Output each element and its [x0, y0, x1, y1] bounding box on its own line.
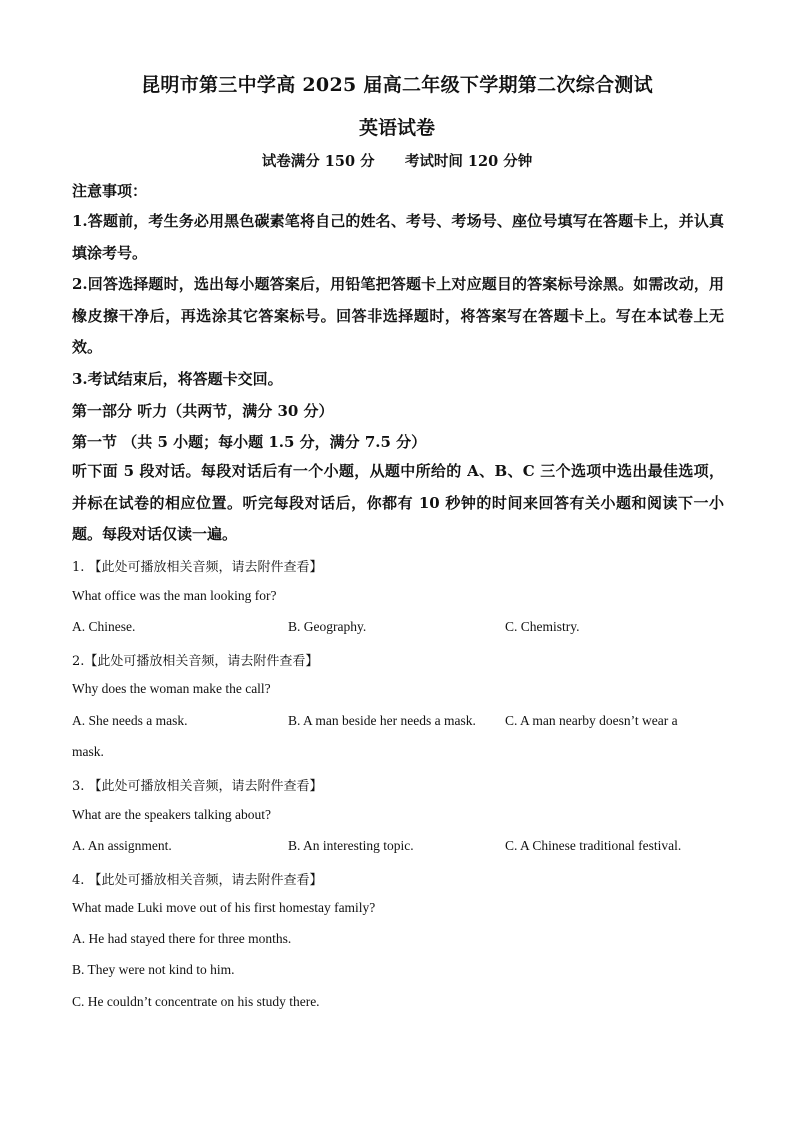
section1-heading: 第一节 （共 5 小题；每小题 1.5 分，满分 7.5 分） [72, 433, 427, 451]
question-1-stem: What office was the man looking for? [72, 588, 277, 603]
question-3-stem: What are the speakers talking about? [72, 807, 272, 822]
listening-instructions: 听下面 5 段对话。每段对话后有一个小题，从题中所给的 A、B、C 三个选项中选出最佳选项，并标在试卷的相应位置。听完每段对话后，你都有 10 秒钟的时间来回答有关小题和阅读下一小题。每段对话仅读一遍。 [72, 462, 724, 543]
question-3-option-a: A. An assignment. [72, 838, 172, 853]
question-2-option-a: A. She needs a mask. [72, 713, 188, 728]
question-1-option-b: B. Geography. [288, 619, 367, 634]
notes-item-2: 2.回答选择题时，选出每小题答案后，用铅笔把答题卡上对应题目的答案标号涂黑。如需改动，用橡皮擦干净后，再选涂其它答案标号。回答非选择题时，将答案写在答题卡上。写在本试卷上无效。 [72, 275, 724, 356]
question-2-option-b: B. A man beside her needs a mask. [288, 713, 476, 728]
exam-meta: 试卷满分 150 分 考试时间 120 分钟 [261, 153, 533, 170]
notes-item-3: 3.考试结束后，将答题卡交回。 [72, 370, 283, 388]
question-2-option-c: C. A man nearby doesn’t wear a [505, 713, 678, 728]
question-4-option-b: B. They were not kind to him. [72, 962, 235, 977]
question-3-option-b: B. An interesting topic. [288, 838, 414, 853]
part1-heading: 第一部分 听力（共两节，满分 30 分） [72, 402, 334, 420]
question-2-stem: Why does the woman make the call? [72, 681, 271, 696]
exam-subtitle: 英语试卷 [358, 117, 435, 139]
question-4-stem: What made Luki move out of his first homestay family? [72, 900, 376, 915]
question-1-option-a: A. Chinese. [72, 619, 136, 634]
question-3-option-c: C. A Chinese traditional festival. [505, 838, 682, 853]
audio-link-1[interactable]: 1. 【此处可播放相关音频，请去附件查看】 [72, 560, 323, 575]
exam-title: 昆明市第三中学高 2025 届高二年级下学期第二次综合测试 [141, 74, 653, 96]
audio-link-2[interactable]: 2.【此处可播放相关音频，请去附件查看】 [72, 654, 319, 669]
question-1-option-c: C. Chemistry. [505, 619, 580, 634]
notes-heading: 注意事项： [72, 182, 148, 200]
audio-link-4[interactable]: 4. 【此处可播放相关音频，请去附件查看】 [72, 873, 323, 888]
question-4-option-c: C. He couldn’t concentrate on his study there. [72, 994, 320, 1009]
notes-item-1: 1.答题前，考生务必用黑色碳素笔将自己的姓名、考号、考场号、座位号填写在答题卡上，并认真填涂考号。 [72, 212, 724, 262]
question-4-option-a: A. He had stayed there for three months. [72, 931, 292, 946]
question-2-option-c-continued: mask. [72, 744, 104, 759]
audio-link-3[interactable]: 3. 【此处可播放相关音频，请去附件查看】 [72, 779, 323, 794]
